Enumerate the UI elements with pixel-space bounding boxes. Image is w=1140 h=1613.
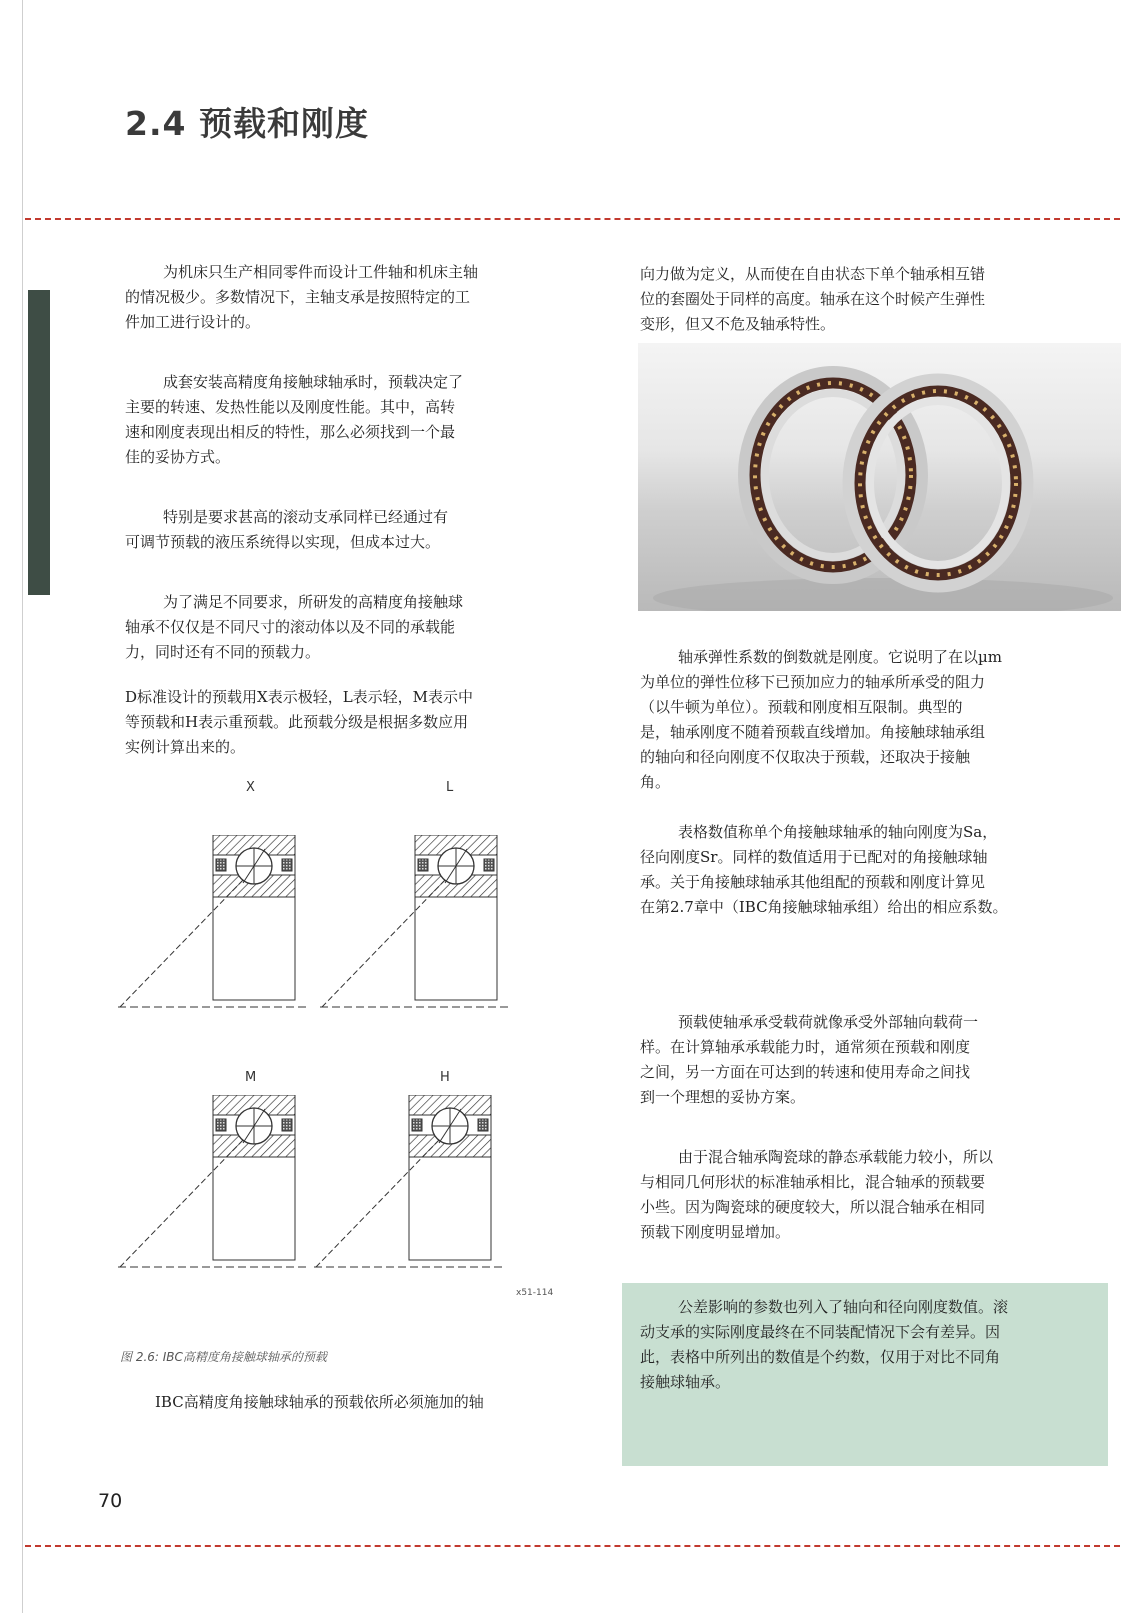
chapter-side-marker bbox=[28, 290, 50, 595]
note-text: 公差影响的参数也列入了轴向和径向刚度数值。滚 动支承的实际刚度最终在不同装配情况下会有差异。因 此，表格中所列出的数值是个约数，仅用于对比不同角 接触球轴承。 bbox=[640, 1298, 1009, 1391]
header-divider bbox=[25, 218, 1120, 220]
paragraph: 表格数值称单个角接触球轴承的轴向刚度为Sa， 径向刚度Sr。同样的数值适用于已配对的角接触球轴 承。关于角接触球轴承其他组配的预载和刚度计算见 在第2.7章中（IBC角接触球轴承组）给出的相应系数。 bbox=[640, 823, 1008, 916]
page-edge-rule bbox=[22, 0, 23, 1613]
paragraph: 为了满足不同要求，所研发的高精度角接触球 轴承不仅仅是不同尺寸的滚动体以及不同的承载能 力，同时还有不同的预载力。 bbox=[125, 593, 464, 661]
bearing-diagram-h bbox=[314, 1095, 514, 1290]
paragraph: 特别是要求甚高的滚动支承同样已经通过有 可调节预载的液压系统得以实现，但成本过大。 bbox=[125, 508, 449, 551]
paragraph: D标准设计的预载用X表示极轻，L表示轻，M表示中 等预载和H表示重预载。此预载分级是根据多数应用 实例计算出来的。 bbox=[125, 688, 474, 756]
paragraph: 预载使轴承承受载荷就像承受外部轴向载荷一 样。在计算轴承承载能力时，通常须在预载和刚度 之间，另一方面在可达到的转速和使用寿命之间找 到一个理想的妥协方案。 bbox=[640, 1013, 979, 1106]
section-title: 2.4 预载和刚度 bbox=[125, 104, 369, 143]
figure-id: x51-114 bbox=[516, 1288, 554, 1298]
preload-label-x: X bbox=[246, 780, 255, 795]
paragraph: 向力做为定义，从而使在自由状态下单个轴承相互错 位的套圈处于同样的高度。轴承在这个时候产生弹性 变形，但又不危及轴承特性。 bbox=[640, 265, 986, 333]
figure-caption: 图 2.6: IBC高精度角接触球轴承的预载 bbox=[120, 1350, 327, 1364]
bearing-diagram-m bbox=[118, 1095, 318, 1290]
paragraph: 由于混合轴承陶瓷球的静态承载能力较小，所以 与相同几何形状的标准轴承相比，混合轴承的预载要 小些。因为陶瓷球的硬度较大，所以混合轴承在相同 预载下刚度明显增加。 bbox=[640, 1148, 994, 1241]
bearing-diagram-x bbox=[118, 835, 318, 1030]
footer-divider bbox=[25, 1545, 1120, 1547]
bearing-diagram-l bbox=[320, 835, 520, 1030]
preload-label-m: M bbox=[245, 1070, 257, 1085]
paragraph: 轴承弹性系数的倒数就是刚度。它说明了在以µm 为单位的弹性位移下已预加应力的轴承所承受的阻力 （以牛顿为单位）。预载和刚度相互限制。典型的 是，轴承刚度不随着预载直线增加。角接触球轴承组 的轴向和径向刚度不仅取决于预载，还取决于接触 角。 bbox=[640, 648, 1002, 791]
paragraph: 为机床只生产相同零件而设计工件轴和机床主轴 的情况极少。多数情况下，主轴支承是按照特定的工 件加工进行设计的。 bbox=[125, 263, 479, 331]
paragraph: IBC高精度角接触球轴承的预载依所必须施加的轴 bbox=[155, 1393, 484, 1411]
paragraph: 成套安装高精度角接触球轴承时，预载决定了 主要的转速、发热性能以及刚度性能。其中，高转 速和刚度表现出相反的特性，那么必须找到一个最 佳的妥协方式。 bbox=[125, 373, 464, 466]
preload-label-h: H bbox=[440, 1070, 450, 1085]
bearing-photo bbox=[638, 343, 1121, 611]
page-number: 70 bbox=[98, 1490, 123, 1512]
preload-label-l: L bbox=[446, 780, 454, 795]
